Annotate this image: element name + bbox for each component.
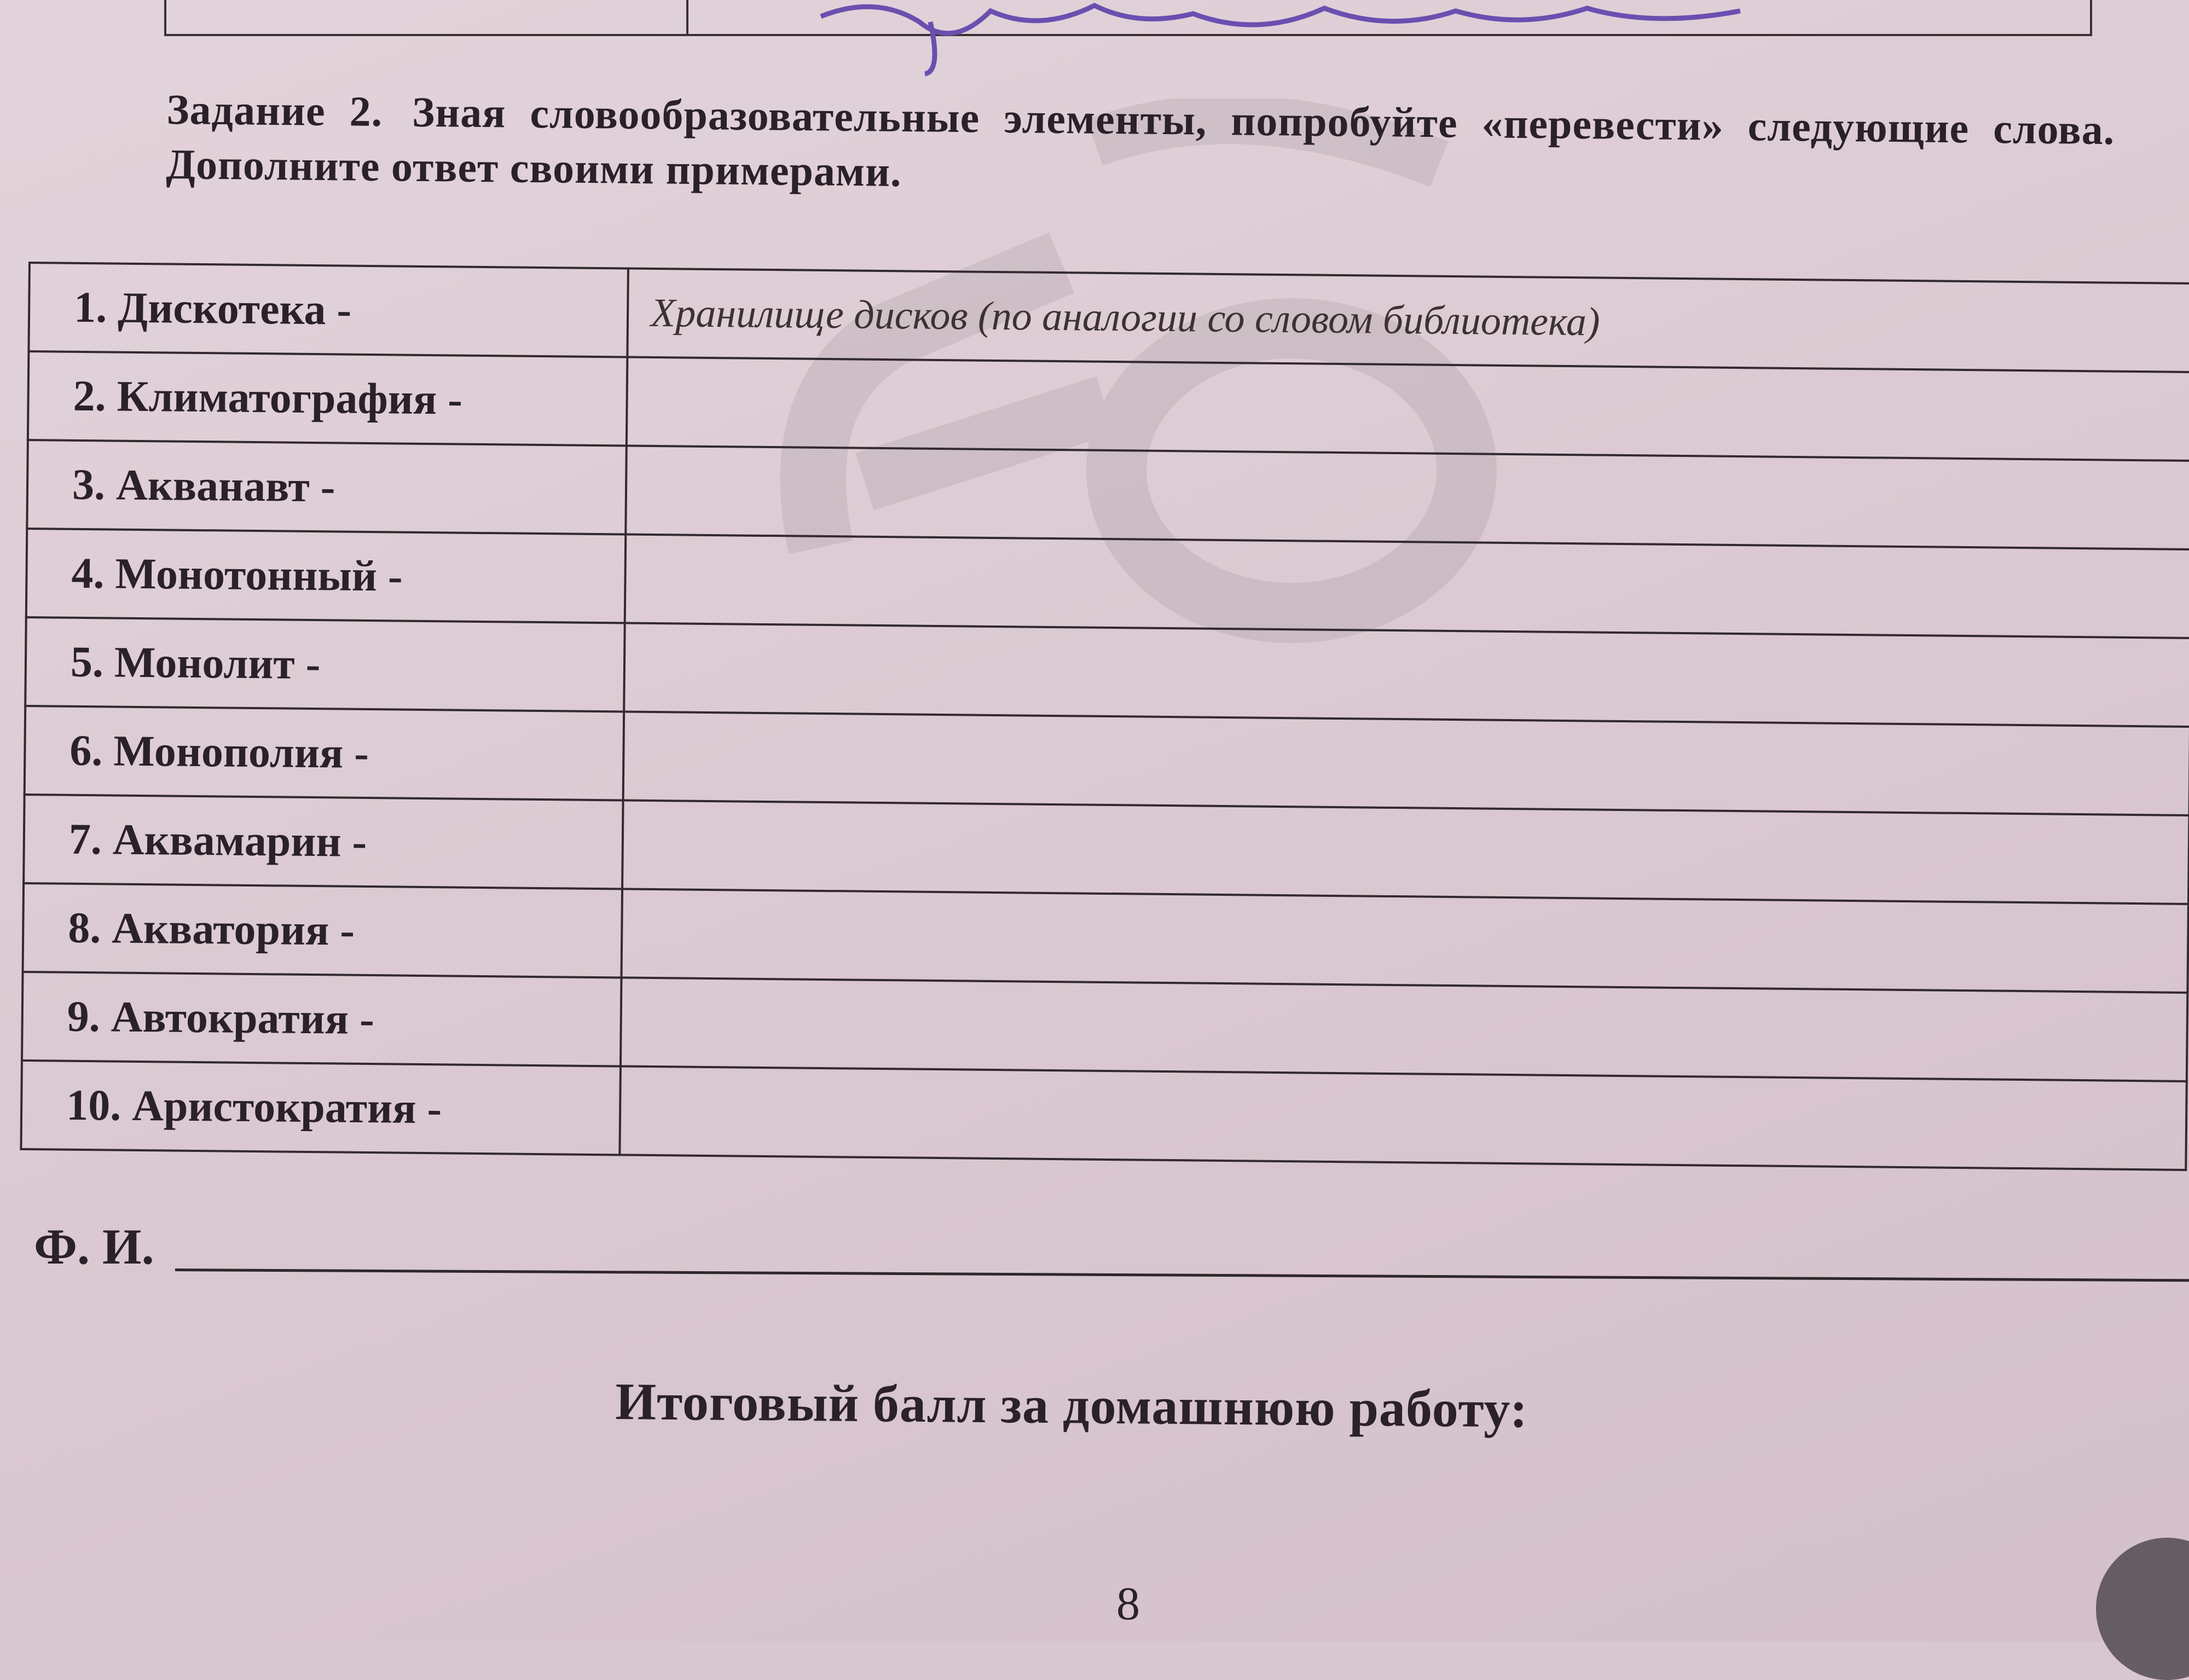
word-cell: 2. Климатография -: [28, 351, 628, 445]
meaning-cell[interactable]: [619, 1066, 2186, 1169]
page-number: 8: [1116, 1577, 1140, 1630]
meaning-cell[interactable]: [622, 800, 2189, 903]
word-cell: 5. Монолит -: [25, 617, 625, 711]
meaning-cell[interactable]: [625, 534, 2189, 638]
meaning-cell[interactable]: Хранилище дисков (по аналогии со словом библиотека): [627, 269, 2189, 372]
words-table-body: [21, 263, 2189, 1170]
word-cell: 6. Монополия -: [25, 706, 624, 800]
meaning-cell[interactable]: [621, 977, 2187, 1081]
meaning-cell[interactable]: [626, 446, 2189, 549]
total-score-label: Итоговый балл за домашнюю работу:: [615, 1372, 1528, 1439]
word-cell: 8. Акватория -: [23, 883, 623, 977]
words-table-container: [20, 262, 2189, 1171]
word-cell: 10. Аристократия -: [21, 1061, 621, 1155]
meaning-cell[interactable]: [623, 711, 2189, 815]
corner-logo: [2096, 1538, 2189, 1680]
word-cell: 3. Акванавт -: [27, 440, 627, 534]
words-table: [20, 262, 2189, 1171]
word-cell: 1. Дискотека -: [28, 263, 628, 357]
task-number: Задание 2.: [166, 85, 383, 136]
name-underline-field[interactable]: [175, 1268, 2189, 1282]
word-cell: 4. Монотонный -: [26, 529, 626, 623]
name-label: Ф. И.: [34, 1219, 154, 1275]
meaning-cell[interactable]: [621, 889, 2188, 992]
word-cell: 9. Автократия -: [22, 972, 622, 1066]
word-cell: 7. Аквамарин -: [24, 795, 623, 889]
task-instruction: [166, 82, 2115, 212]
previous-table-divider: [686, 0, 688, 34]
task-text: Зная словообразовательные элементы, попробуйте «перевести» следующие слова. Дополните ответ своими примерами.: [165, 88, 2115, 196]
meaning-cell[interactable]: [627, 357, 2189, 461]
meaning-cell[interactable]: [624, 623, 2189, 726]
handwritten-word: [810, 0, 1768, 77]
